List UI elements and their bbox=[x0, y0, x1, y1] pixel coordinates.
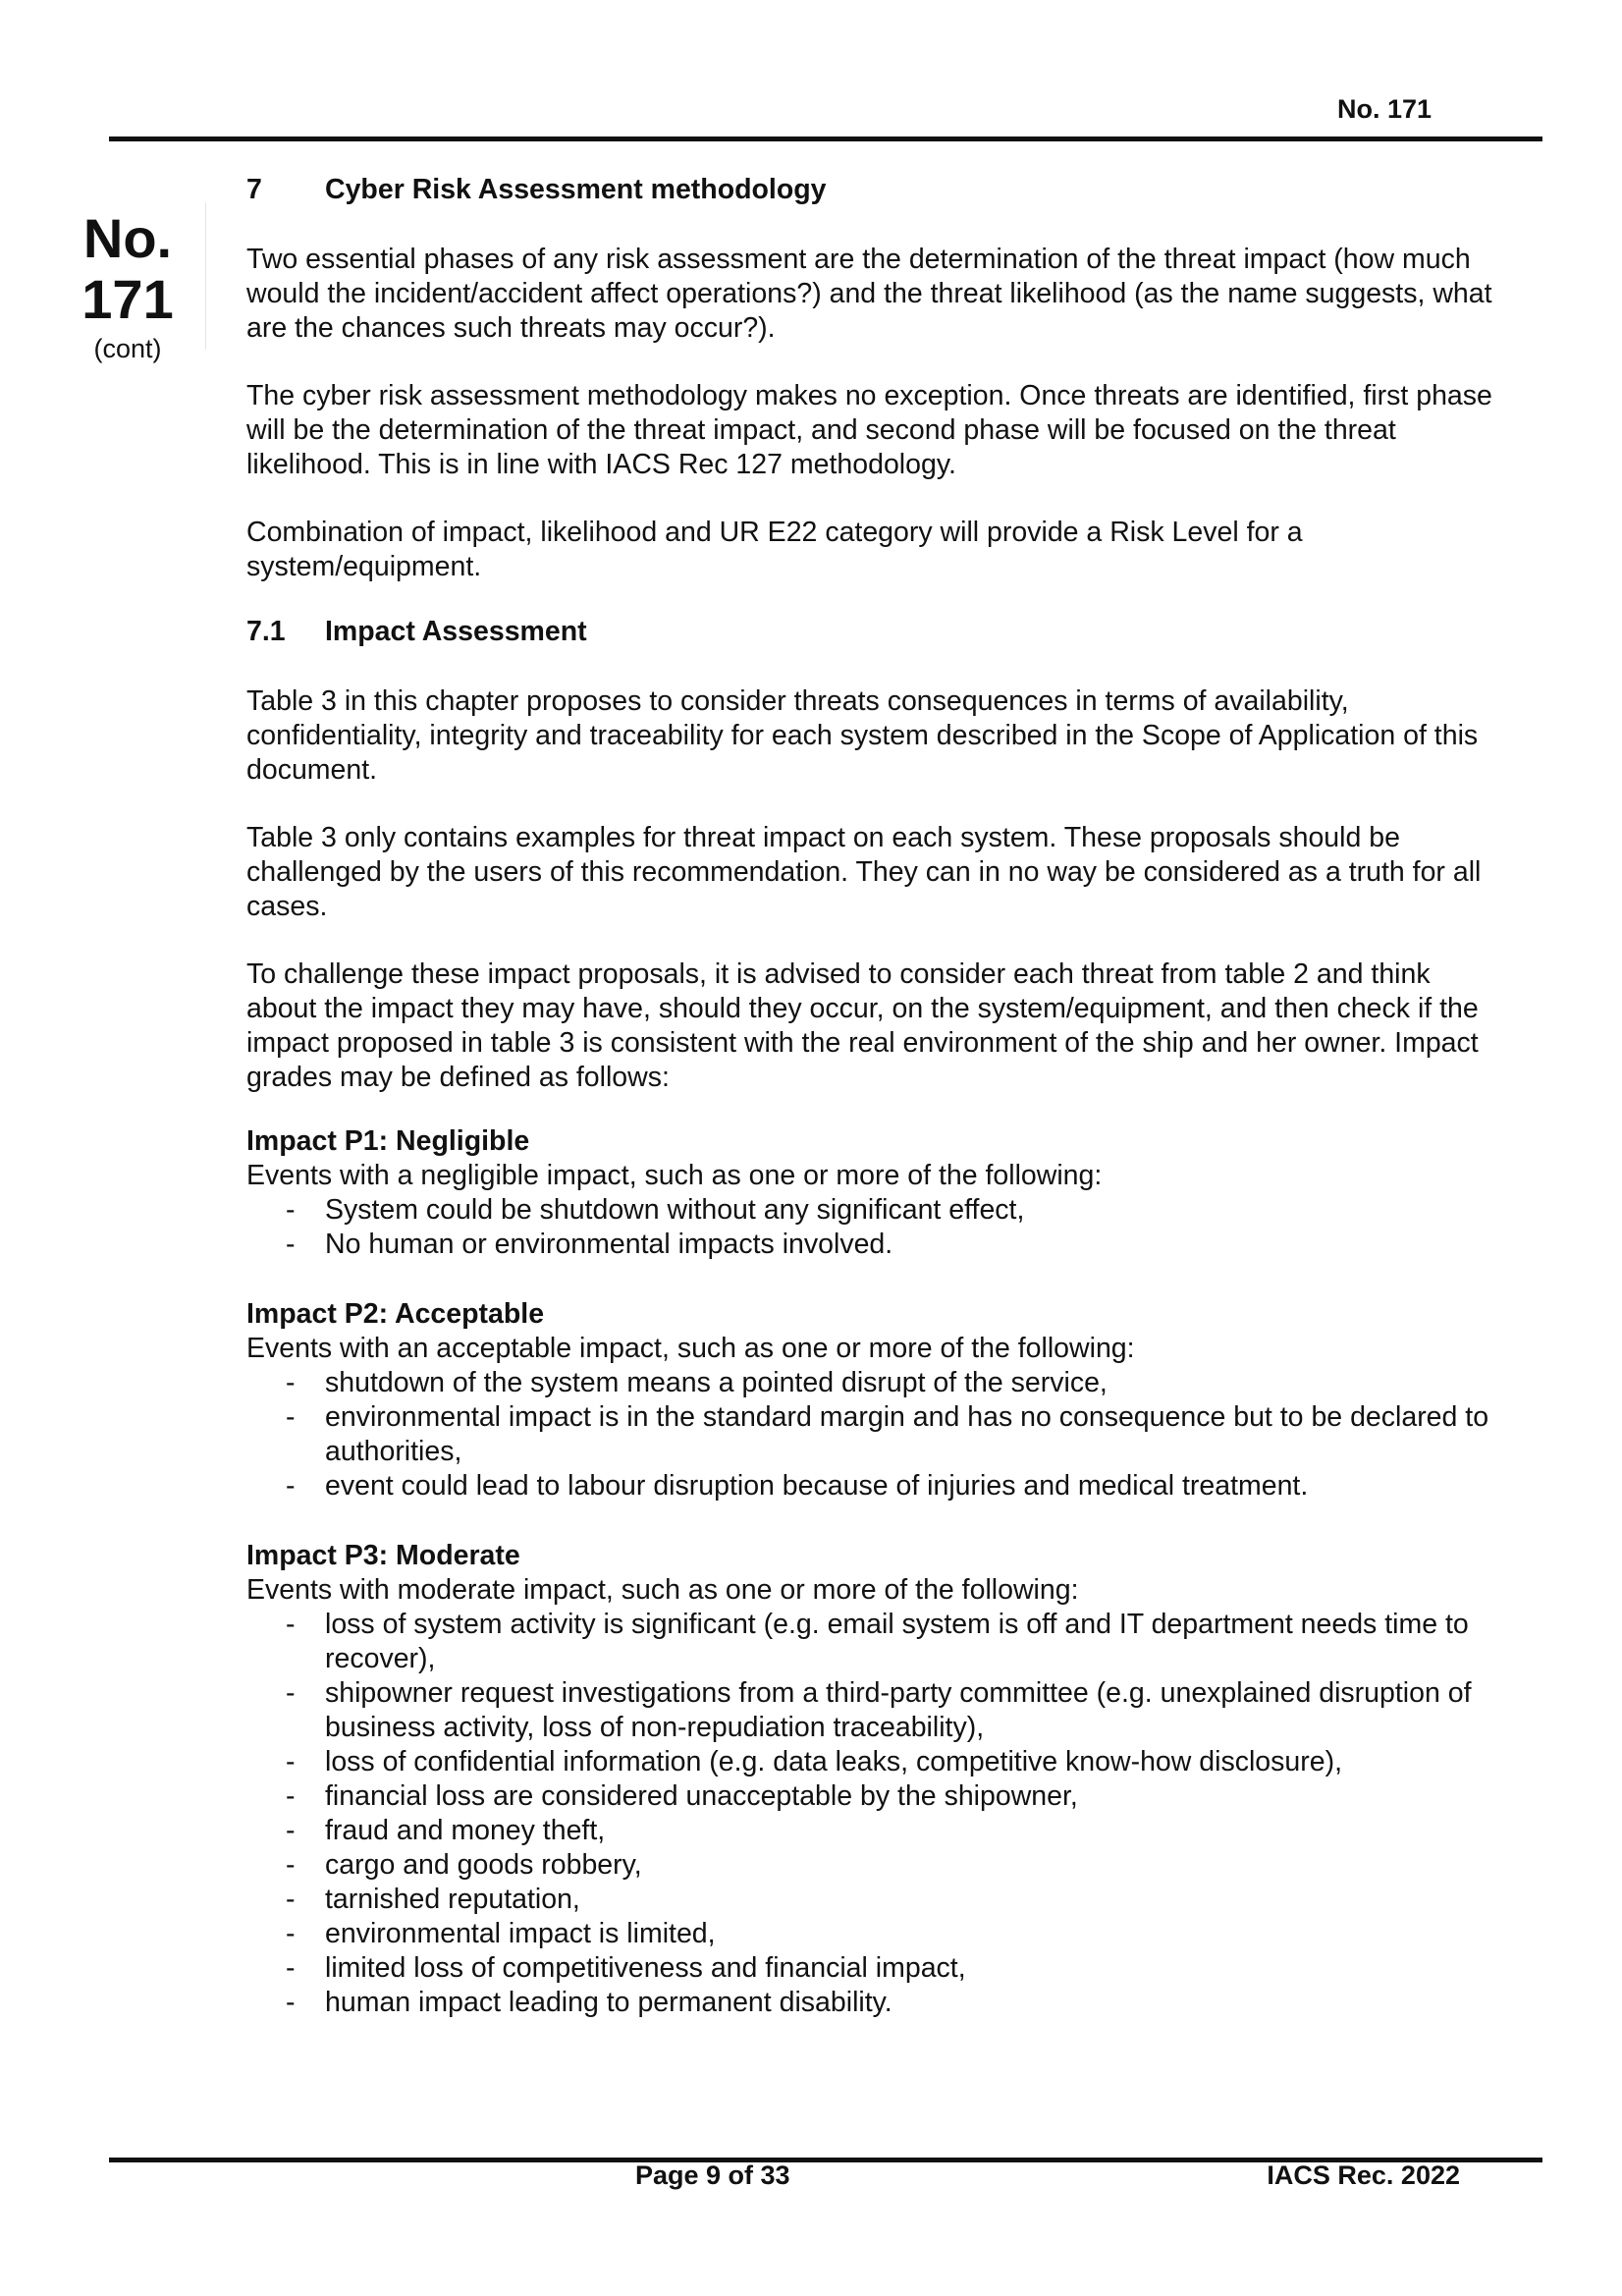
section-7-number: 7 bbox=[246, 174, 262, 205]
impact-p2-intro: Events with an acceptable impact, such as one or more of the following: bbox=[246, 1333, 1135, 1364]
footer-page-number: Page 9 of 33 bbox=[635, 2160, 790, 2190]
list-item: - loss of system activity is significant (e.g. email system is off and IT department needs time to recover), bbox=[246, 1608, 1503, 1676]
section-7-paragraph-3: Combination of impact, likelihood and UR E22 category will provide a Risk Level for a system/equipment. bbox=[246, 517, 1303, 582]
impact-p2-block bbox=[246, 1297, 1503, 1503]
section-7-paragraph-1: Two essential phases of any risk assessment are the determination of the threat impact (how much would the incident/accident affect operations?) and the threat likelihood (as the name suggests, what are the chances such threats may occur?). bbox=[246, 244, 1492, 344]
sidebar-number-line2: 171 bbox=[81, 268, 174, 330]
list-item: - shipowner request investigations from a third-party committee (e.g. unexplained disruption of business activity, loss of non-repudiation traceability), bbox=[246, 1676, 1503, 1745]
section-7-1-paragraph-1: Table 3 in this chapter proposes to consider threats consequences in terms of availability, confidentiality, integrity and traceability for each system described in the Scope of Application of this document. bbox=[246, 685, 1479, 786]
impact-p3-title: Impact P3: Moderate bbox=[246, 1540, 520, 1571]
impact-p3-intro: Events with moderate impact, such as one or more of the following: bbox=[246, 1574, 1079, 1606]
impact-p1-block bbox=[246, 1124, 1503, 1262]
header-doc-number: No. 171 bbox=[1336, 94, 1432, 124]
sidebar-doc-number bbox=[79, 208, 177, 330]
section-7-1-paragraph-2: Table 3 only contains examples for threat impact on each system. These proposals should be challenged by the users of this recommendation. They can in no way be considered as a truth for all cases. bbox=[246, 822, 1482, 922]
list-item: - environmental impact is limited, bbox=[246, 1917, 1503, 1951]
list-item: - limited loss of competitiveness and financial impact, bbox=[246, 1951, 1503, 1986]
sidebar-cont: (cont) bbox=[93, 334, 162, 363]
list-item: - tarnished reputation, bbox=[246, 1883, 1503, 1917]
list-item: - event could lead to labour disruption because of injuries and medical treatment. bbox=[246, 1469, 1503, 1503]
section-7-1-number: 7.1 bbox=[246, 616, 286, 647]
section-7-heading bbox=[246, 173, 1503, 207]
list-item: - environmental impact is in the standard margin and has no consequence but to be declared to authorities, bbox=[246, 1400, 1503, 1469]
impact-p1-list bbox=[246, 1193, 1503, 1262]
section-7-paragraph-2: The cyber risk assessment methodology makes no exception. Once threats are identified, first phase will be the determination of the threat impact, and second phase will be focused on the threat likelihood. This is in line with IACS Rec 127 methodology. bbox=[246, 380, 1492, 480]
list-item: - human impact leading to permanent disability. bbox=[246, 1986, 1503, 2020]
header-rule bbox=[109, 137, 1542, 141]
list-item: - fraud and money theft, bbox=[246, 1814, 1503, 1848]
list-item: - System could be shutdown without any significant effect, bbox=[246, 1193, 1503, 1228]
footer-rec-label: IACS Rec. 2022 bbox=[1267, 2160, 1460, 2190]
section-7-1-title: Impact Assessment bbox=[325, 616, 587, 647]
impact-p2-list bbox=[246, 1366, 1503, 1503]
section-7-1-paragraph-3: To challenge these impact proposals, it is advised to consider each threat from table 2 and think about the impact they may have, should they occur, on the system/equipment, and then check if the impact proposed in table 3 is consistent with the real environment of the ship and her owner. Impact grades may be defined as follows: bbox=[246, 958, 1479, 1093]
impact-p2-title: Impact P2: Acceptable bbox=[246, 1298, 545, 1330]
section-7-title: Cyber Risk Assessment methodology bbox=[325, 174, 827, 205]
impact-p1-title: Impact P1: Negligible bbox=[246, 1125, 530, 1157]
sidebar-number-line1: No. bbox=[82, 207, 173, 269]
section-7-1-heading bbox=[246, 615, 1503, 649]
impact-p3-list bbox=[246, 1608, 1503, 2020]
impact-p3-block bbox=[246, 1539, 1503, 2020]
list-item: - No human or environmental impacts involved. bbox=[246, 1228, 1503, 1262]
list-item: - financial loss are considered unacceptable by the shipowner, bbox=[246, 1779, 1503, 1814]
impact-p1-intro: Events with a negligible impact, such as one or more of the following: bbox=[246, 1160, 1103, 1191]
list-item: - shutdown of the system means a pointed disrupt of the service, bbox=[246, 1366, 1503, 1400]
document-body bbox=[246, 173, 1503, 2020]
list-item: - cargo and goods robbery, bbox=[246, 1848, 1503, 1883]
list-item: - loss of confidential information (e.g. data leaks, competitive know-how disclosure), bbox=[246, 1745, 1503, 1779]
sidebar-divider bbox=[205, 202, 206, 350]
